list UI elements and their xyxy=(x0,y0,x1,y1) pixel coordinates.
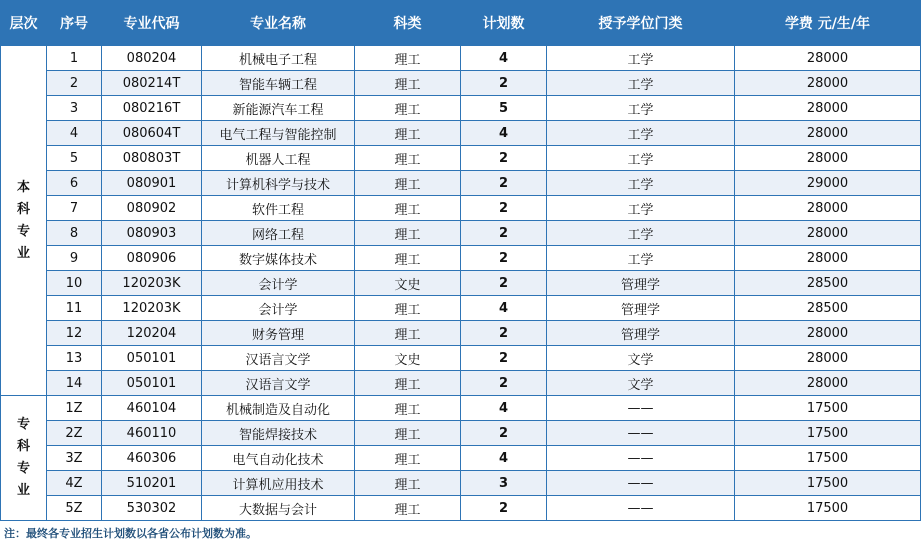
major-name-cell: 计算机科学与技术 xyxy=(202,171,355,196)
degree-type-cell: —— xyxy=(547,421,735,446)
major-code-cell: 080902 xyxy=(102,196,202,221)
category-cell: 理工 xyxy=(355,371,461,396)
table-row xyxy=(1,471,921,496)
header-major-code: 专业代码 xyxy=(102,1,202,46)
degree-type-cell: —— xyxy=(547,496,735,521)
major-code-cell: 080906 xyxy=(102,246,202,271)
major-name-cell: 机械电子工程 xyxy=(202,46,355,71)
index-cell: 1 xyxy=(47,46,102,71)
tuition-cell: 28000 xyxy=(735,246,921,271)
index-cell: 4Z xyxy=(47,471,102,496)
index-cell: 3 xyxy=(47,96,102,121)
category-cell: 理工 xyxy=(355,46,461,71)
category-cell: 理工 xyxy=(355,196,461,221)
tuition-cell: 28500 xyxy=(735,271,921,296)
table-row xyxy=(1,321,921,346)
category-cell: 理工 xyxy=(355,496,461,521)
footnote: 注：最终各专业招生计划数以各省公布计划数为准。 xyxy=(4,527,257,540)
degree-type-cell: 工学 xyxy=(547,196,735,221)
plan-count-cell: 2 xyxy=(461,196,547,221)
index-cell: 5Z xyxy=(47,496,102,521)
major-code-cell: 080216T xyxy=(102,96,202,121)
degree-type-cell: —— xyxy=(547,471,735,496)
index-cell: 7 xyxy=(47,196,102,221)
degree-type-cell: 工学 xyxy=(547,246,735,271)
degree-type-cell: 工学 xyxy=(547,71,735,96)
major-code-cell: 080604T xyxy=(102,121,202,146)
degree-type-cell: 工学 xyxy=(547,121,735,146)
major-code-cell: 080903 xyxy=(102,221,202,246)
table-row xyxy=(1,346,921,371)
category-cell: 理工 xyxy=(355,421,461,446)
tuition-cell: 17500 xyxy=(735,421,921,446)
plan-count-cell: 3 xyxy=(461,471,547,496)
tuition-cell: 28000 xyxy=(735,96,921,121)
major-name-cell: 大数据与会计 xyxy=(202,496,355,521)
index-cell: 3Z xyxy=(47,446,102,471)
major-code-cell: 050101 xyxy=(102,346,202,371)
major-code-cell: 080901 xyxy=(102,171,202,196)
plan-count-cell: 4 xyxy=(461,446,547,471)
tuition-cell: 28000 xyxy=(735,321,921,346)
major-name-cell: 智能焊接技术 xyxy=(202,421,355,446)
major-name-cell: 汉语言文学 xyxy=(202,371,355,396)
tuition-cell: 29000 xyxy=(735,171,921,196)
degree-type-cell: 工学 xyxy=(547,171,735,196)
category-cell: 理工 xyxy=(355,396,461,421)
table-header-row xyxy=(1,1,921,46)
major-code-cell: 510201 xyxy=(102,471,202,496)
plan-count-cell: 2 xyxy=(461,346,547,371)
tuition-cell: 28000 xyxy=(735,196,921,221)
table-row xyxy=(1,121,921,146)
table-row xyxy=(1,196,921,221)
table-row xyxy=(1,171,921,196)
table-row xyxy=(1,496,921,521)
category-cell: 理工 xyxy=(355,146,461,171)
degree-type-cell: 文学 xyxy=(547,346,735,371)
degree-type-cell: 文学 xyxy=(547,371,735,396)
plan-count-cell: 2 xyxy=(461,171,547,196)
tuition-cell: 28500 xyxy=(735,296,921,321)
category-cell: 理工 xyxy=(355,471,461,496)
index-cell: 10 xyxy=(47,271,102,296)
index-cell: 4 xyxy=(47,121,102,146)
major-name-cell: 软件工程 xyxy=(202,196,355,221)
degree-type-cell: 管理学 xyxy=(547,271,735,296)
header-tuition: 学费 元/生/年 xyxy=(735,1,921,46)
table-row xyxy=(1,221,921,246)
table-row xyxy=(1,371,921,396)
major-code-cell: 460306 xyxy=(102,446,202,471)
plan-count-cell: 2 xyxy=(461,146,547,171)
index-cell: 1Z xyxy=(47,396,102,421)
table-row xyxy=(1,446,921,471)
plan-count-cell: 2 xyxy=(461,221,547,246)
tuition-cell: 17500 xyxy=(735,496,921,521)
degree-type-cell: 工学 xyxy=(547,46,735,71)
major-code-cell: 080803T xyxy=(102,146,202,171)
index-cell: 11 xyxy=(47,296,102,321)
major-name-cell: 机器人工程 xyxy=(202,146,355,171)
degree-type-cell: 管理学 xyxy=(547,296,735,321)
tuition-cell: 28000 xyxy=(735,46,921,71)
degree-type-cell: 管理学 xyxy=(547,321,735,346)
major-name-cell: 汉语言文学 xyxy=(202,346,355,371)
index-cell: 5 xyxy=(47,146,102,171)
level-cell: 专 科 专 业 xyxy=(1,396,47,521)
plan-count-cell: 4 xyxy=(461,396,547,421)
major-code-cell: 120203K xyxy=(102,296,202,321)
category-cell: 理工 xyxy=(355,121,461,146)
table-row xyxy=(1,46,921,71)
category-cell: 理工 xyxy=(355,296,461,321)
major-name-cell: 新能源汽车工程 xyxy=(202,96,355,121)
plan-count-cell: 2 xyxy=(461,371,547,396)
major-name-cell: 智能车辆工程 xyxy=(202,71,355,96)
level-cell: 本 科 专 业 xyxy=(1,46,47,396)
plan-count-cell: 2 xyxy=(461,421,547,446)
index-cell: 2 xyxy=(47,71,102,96)
plan-count-cell: 2 xyxy=(461,71,547,96)
table-row xyxy=(1,396,921,421)
category-cell: 文史 xyxy=(355,271,461,296)
table-row xyxy=(1,71,921,96)
header-category: 科类 xyxy=(355,1,461,46)
plan-count-cell: 2 xyxy=(461,246,547,271)
category-cell: 理工 xyxy=(355,446,461,471)
plan-count-cell: 2 xyxy=(461,496,547,521)
tuition-cell: 17500 xyxy=(735,396,921,421)
header-degree-type: 授予学位门类 xyxy=(547,1,735,46)
table-row xyxy=(1,96,921,121)
tuition-cell: 28000 xyxy=(735,346,921,371)
major-name-cell: 电气工程与智能控制 xyxy=(202,121,355,146)
index-cell: 8 xyxy=(47,221,102,246)
degree-type-cell: 工学 xyxy=(547,146,735,171)
degree-type-cell: 工学 xyxy=(547,96,735,121)
header-plan-count: 计划数 xyxy=(461,1,547,46)
category-cell: 理工 xyxy=(355,71,461,96)
major-code-cell: 120203K xyxy=(102,271,202,296)
major-name-cell: 计算机应用技术 xyxy=(202,471,355,496)
table-row xyxy=(1,246,921,271)
index-cell: 12 xyxy=(47,321,102,346)
major-code-cell: 080214T xyxy=(102,71,202,96)
degree-type-cell: —— xyxy=(547,446,735,471)
header-index: 序号 xyxy=(47,1,102,46)
degree-type-cell: —— xyxy=(547,396,735,421)
category-cell: 理工 xyxy=(355,221,461,246)
table-row xyxy=(1,271,921,296)
major-code-cell: 080204 xyxy=(102,46,202,71)
plan-count-cell: 5 xyxy=(461,96,547,121)
major-code-cell: 120204 xyxy=(102,321,202,346)
major-name-cell: 财务管理 xyxy=(202,321,355,346)
major-code-cell: 460104 xyxy=(102,396,202,421)
index-cell: 9 xyxy=(47,246,102,271)
category-cell: 理工 xyxy=(355,246,461,271)
major-name-cell: 网络工程 xyxy=(202,221,355,246)
tuition-cell: 28000 xyxy=(735,371,921,396)
table-body xyxy=(1,46,921,521)
category-cell: 理工 xyxy=(355,96,461,121)
plan-count-cell: 4 xyxy=(461,296,547,321)
major-name-cell: 机械制造及自动化 xyxy=(202,396,355,421)
major-code-cell: 050101 xyxy=(102,371,202,396)
tuition-cell: 28000 xyxy=(735,221,921,246)
index-cell: 6 xyxy=(47,171,102,196)
plan-count-cell: 2 xyxy=(461,321,547,346)
table-row xyxy=(1,421,921,446)
category-cell: 理工 xyxy=(355,321,461,346)
header-level: 层次 xyxy=(1,1,47,46)
plan-count-cell: 2 xyxy=(461,271,547,296)
major-name-cell: 数字媒体技术 xyxy=(202,246,355,271)
major-name-cell: 会计学 xyxy=(202,271,355,296)
tuition-cell: 17500 xyxy=(735,446,921,471)
major-name-cell: 会计学 xyxy=(202,296,355,321)
tuition-cell: 17500 xyxy=(735,471,921,496)
category-cell: 文史 xyxy=(355,346,461,371)
table-row xyxy=(1,296,921,321)
plan-count-cell: 4 xyxy=(461,121,547,146)
header-major-name: 专业名称 xyxy=(202,1,355,46)
major-code-cell: 460110 xyxy=(102,421,202,446)
table-row xyxy=(1,146,921,171)
tuition-cell: 28000 xyxy=(735,121,921,146)
index-cell: 2Z xyxy=(47,421,102,446)
category-cell: 理工 xyxy=(355,171,461,196)
plan-count-cell: 4 xyxy=(461,46,547,71)
tuition-cell: 28000 xyxy=(735,71,921,96)
index-cell: 13 xyxy=(47,346,102,371)
degree-type-cell: 工学 xyxy=(547,221,735,246)
tuition-cell: 28000 xyxy=(735,146,921,171)
index-cell: 14 xyxy=(47,371,102,396)
major-code-cell: 530302 xyxy=(102,496,202,521)
major-name-cell: 电气自动化技术 xyxy=(202,446,355,471)
